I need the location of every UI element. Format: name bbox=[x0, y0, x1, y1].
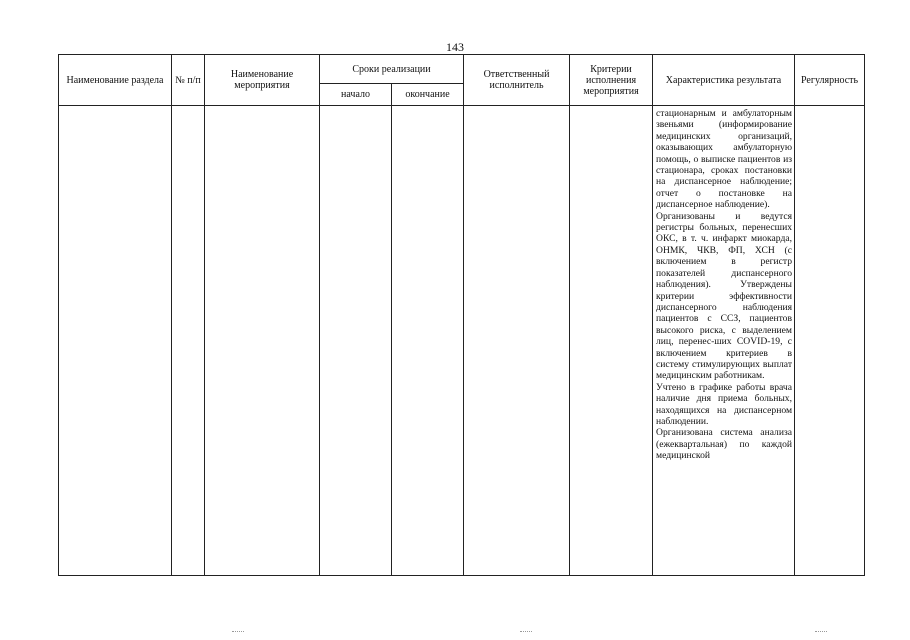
scan-artifact bbox=[520, 631, 532, 634]
result-paragraph: Организованы и ведутся регистры больных, перенесших ОКС, в т. ч. инфаркт миокарда, ОНМК, ЧКВ, ФП, ХСН (с включением в регистр показателей диспансерного наблюдения). Утверждены критерии эффективности диспансерного наблюдения пациентов с ССЗ, пациентов высокого риска, с выделением лиц, перенес-ших COVID-19, с включением критериев в систему стимулирующих выплат медицинским работникам. bbox=[656, 210, 793, 382]
result-paragraph: стационарным и амбулаторным звеньями (информирование медицинских организаций, оказывающих амбулаторную помощь, о выписке пациентов из стационара, сроках постановки на диспансерное наблюдение; отчет о постановке на диспансерное наблюдение). bbox=[656, 108, 793, 211]
header-number: № п/п bbox=[172, 55, 205, 106]
cell-event-name bbox=[205, 106, 320, 576]
header-criteria: Критерии исполнения мероприятия bbox=[570, 55, 653, 106]
cell-executor bbox=[464, 106, 570, 576]
header-regularity: Регулярность bbox=[795, 55, 865, 106]
header-row-top bbox=[59, 55, 865, 84]
header-executor: Ответственный исполнитель bbox=[464, 55, 570, 106]
header-period-end: окончание bbox=[392, 84, 464, 106]
header-section-name: Наименование раздела bbox=[59, 55, 172, 106]
cell-criteria bbox=[570, 106, 653, 576]
cell-regularity bbox=[795, 106, 865, 576]
cell-period-start bbox=[320, 106, 392, 576]
cell-period-end bbox=[392, 106, 464, 576]
result-paragraph: Организована система анализа (ежеквартальная) по каждой медицинской bbox=[656, 427, 793, 462]
cell-number bbox=[172, 106, 205, 576]
header-period: Сроки реализации bbox=[320, 55, 464, 84]
scan-artifact bbox=[232, 631, 244, 634]
table-row bbox=[59, 106, 865, 576]
header-period-start: начало bbox=[320, 84, 392, 106]
page-number: 143 bbox=[446, 40, 464, 54]
cell-section-name bbox=[59, 106, 172, 576]
header-result: Характеристика результата bbox=[653, 55, 795, 106]
cell-result bbox=[653, 106, 795, 576]
scan-artifact bbox=[815, 631, 827, 634]
action-plan-table bbox=[58, 54, 865, 576]
header-event-name: Наименование мероприятия bbox=[205, 55, 320, 106]
result-paragraph: Учтено в графике работы врача наличие дня приема больных, находящихся на диспансерном наблюдении. bbox=[656, 381, 793, 427]
